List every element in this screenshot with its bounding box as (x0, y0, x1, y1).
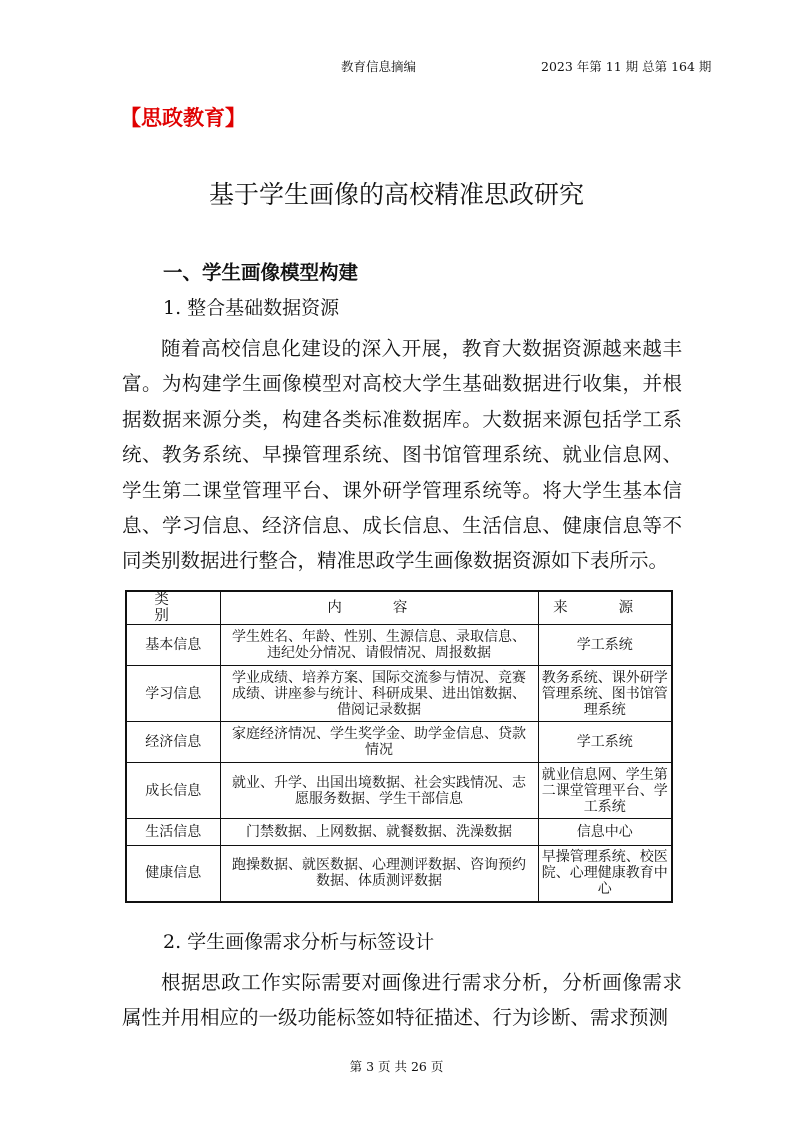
row-content: 门禁数据、上网数据、就餐数据、洗澡数据 (220, 819, 538, 846)
header-content: 内 容 (220, 591, 538, 625)
publication-name: 教育信息摘编 (341, 59, 417, 74)
row-category: 成长信息 (126, 763, 220, 819)
subsection-heading-1: 1. 整合基础数据资源 (163, 297, 340, 319)
table-header-row (126, 591, 672, 625)
article-title: 基于学生画像的高校精准思政研究 (208, 180, 584, 209)
row-category: 基本信息 (126, 625, 220, 666)
row-source: 就业信息网、学生第二课堂管理平台、学工系统 (538, 763, 672, 819)
row-category: 学习信息 (126, 666, 220, 722)
row-source: 学工系统 (538, 722, 672, 763)
header-source: 来 源 (538, 591, 672, 625)
table-row (126, 763, 672, 819)
row-source: 早操管理系统、校医院、心理健康教育中心 (538, 846, 672, 902)
header-category: 类 别 (126, 591, 220, 625)
row-source: 信息中心 (538, 819, 672, 846)
row-category: 生活信息 (126, 819, 220, 846)
table-row (126, 722, 672, 763)
row-content: 家庭经济情况、学生奖学金、助学金信息、贷款情况 (220, 722, 538, 763)
row-content: 跑操数据、就医数据、心理测评数据、咨询预约数据、体质测评数据 (220, 846, 538, 902)
row-source: 学工系统 (538, 625, 672, 666)
row-content: 学生姓名、年龄、性别、生源信息、录取信息、违纪处分情况、请假情况、周报数据 (220, 625, 538, 666)
page-footer: 第 3 页 共 26 页 (349, 1059, 444, 1074)
row-content: 学业成绩、培养方案、国际交流参与情况、竞赛成绩、讲座参与统计、科研成果、进出馆数据、借阅记录数据 (220, 666, 538, 722)
section-heading: 一、学生画像模型构建 (163, 261, 359, 284)
paragraph-2: 根据思政工作实际需要对画像进行需求分析，分析画像需求属性并用相应的一级功能标签如特征描述、行为诊断、需求预测 (122, 971, 682, 1030)
issue-number: 2023 年第 11 期 总第 164 期 (541, 59, 712, 74)
table-row (126, 666, 672, 722)
table-row (126, 625, 672, 666)
row-category: 健康信息 (126, 846, 220, 902)
data-resource-table (125, 590, 673, 903)
table-row (126, 819, 672, 846)
section-tag: 【思政教育】 (120, 106, 246, 130)
row-content: 就业、升学、出国出境数据、社会实践情况、志愿服务数据、学生干部信息 (220, 763, 538, 819)
row-category: 经济信息 (126, 722, 220, 763)
subsection-heading-2: 2. 学生画像需求分析与标签设计 (163, 931, 435, 953)
paragraph-1: 随着高校信息化建设的深入开展，教育大数据资源越来越丰富。为构建学生画像模型对高校大学生基础数据进行收集，并根据数据来源分类，构建各类标准数据库。大数据来源包括学工系统、教务系统、早操管理系统、图书馆管理系统、就业信息网、学生第二课堂管理平台、课外研学管理系统等。将大学生基本信息、学习信息、经济信息、成长信息、生活信息、健康信息等不同类别数据进行整合，精准思政学生画像数据资源如下表所示。 (122, 337, 682, 573)
row-source: 教务系统、课外研学管理系统、图书馆管理系统 (538, 666, 672, 722)
table-row (126, 846, 672, 902)
